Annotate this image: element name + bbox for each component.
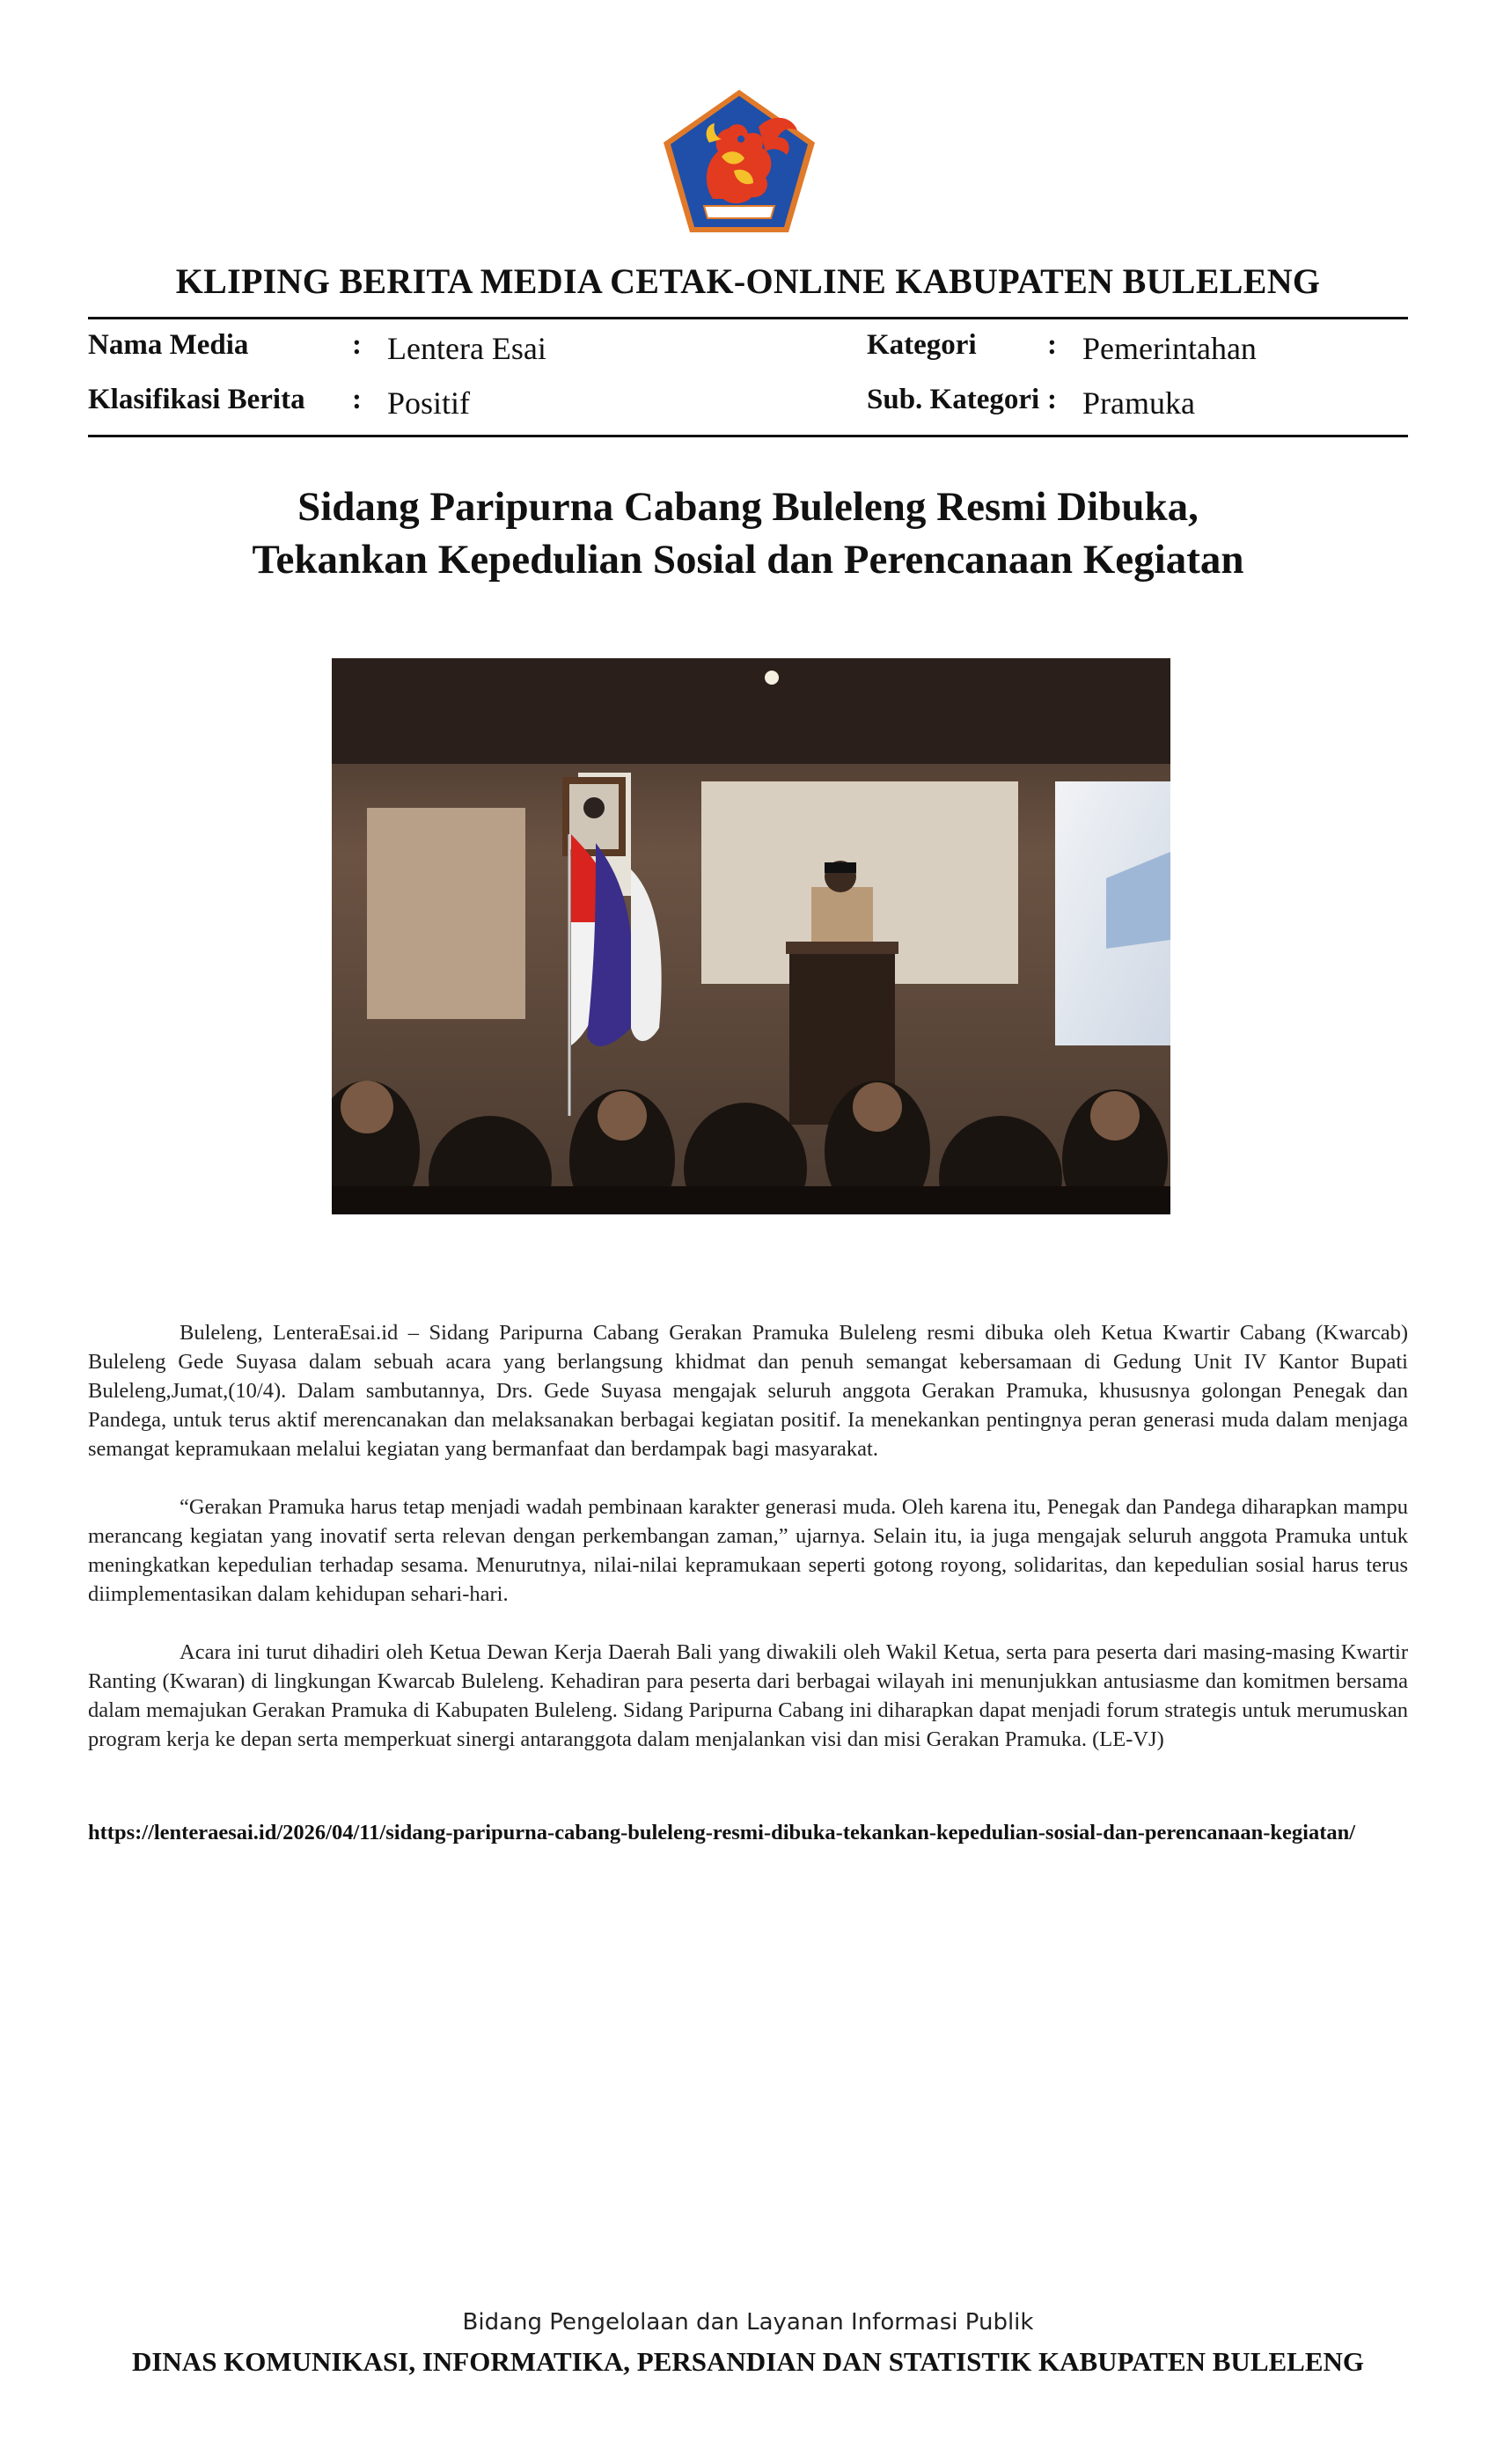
category-label: Kategori: [867, 329, 977, 361]
header-rule-top: [88, 317, 1408, 319]
article-paragraph-1: Buleleng, LenteraEsai.id – Sidang Paripurna Cabang Gerakan Pramuka Buleleng resmi dibuka oleh Ketua Kwartir Cabang (Kwarcab) Buleleng Gede Suyasa dalam sebuah acara yang berlangsung khidmat dan penuh semangat kebersamaan di Gedung Unit IV Kantor Bupati Buleleng,Jumat,(10/4). Dalam sambutannya, Drs. Gede Suyasa mengajak seluruh anggota Gerakan Pramuka, khususnya golongan Penegak dan Pandega, untuk terus aktif merencanakan dan melaksanakan berbagai kegiatan positif. Ia menekankan pentingnya peran generasi muda dalam menjaga semangat kepramukaan melalui kegiatan yang bermanfaat dan berdampak bagi masyarakat.: [88, 1321, 1408, 1461]
classification-colon: :: [352, 384, 362, 415]
media-value: Lentera Esai: [387, 331, 546, 366]
subcategory-value: Pramuka: [1082, 385, 1195, 421]
article-photo: [332, 658, 1170, 1214]
source-link[interactable]: https://lenteraesai.id/2026/04/11/sidang-paripurna-cabang-buleleng-resmi-dibuka-tekankan-kepedulian-sosial-dan-perencanaan-kegiatan/: [88, 1821, 1356, 1844]
subcategory-label: Sub. Kategori: [867, 384, 1040, 415]
category-value: Pemerintahan: [1082, 331, 1257, 366]
media-colon: :: [352, 329, 362, 361]
article-headline: [0, 480, 1496, 586]
article-body: [88, 1318, 1408, 1783]
header-rule-bottom: [88, 435, 1408, 437]
headline-line-2: Tekankan Kepedulian Sosial dan Perencanaan Kegiatan: [252, 537, 1244, 583]
footer-agency: DINAS KOMUNIKASI, INFORMATIKA, PERSANDIAN DAN STATISTIK KABUPATEN BULELENG: [131, 2346, 1365, 2377]
article-paragraph-3: Acara ini turut dihadiri oleh Ketua Dewan Kerja Daerah Bali yang diwakili oleh Wakil Ketua, serta para peserta dari masing-masing Kwartir Ranting (Kwaran) di lingkungan Kwarcab Buleleng. Kehadiran para peserta dari berbagai wilayah ini menunjukkan antusiasme dan komitmen bersama dalam memajukan Gerakan Pramuka di Kabupaten Buleleng. Sidang Paripurna Cabang ini diharapkan dapat menjadi forum strategis untuk merumuskan program kerja ke depan serta memperkuat sinergi antaranggota dalam menjalankan visi dan misi Gerakan Pramuka. (LE-VJ): [88, 1640, 1408, 1751]
footer-division: Bidang Pengelolaan dan Layanan Informasi Publik: [462, 2309, 1034, 2336]
category-colon: :: [1047, 329, 1057, 361]
subcategory-colon: :: [1047, 384, 1057, 415]
article-paragraph-2: “Gerakan Pramuka harus tetap menjadi wadah pembinaan karakter generasi muda. Oleh karena itu, Penegak dan Pandega diharapkan mampu merancang kegiatan yang inovatif serta relevan dengan perkembangan zaman,” ujarnya. Selain itu, ia juga mengajak seluruh anggota Pramuka untuk meningkatkan kepedulian terhadap sesama. Menurutnya, nilai-nilai kepramukaan seperti gotong royong, solidaritas, dan kepedulian sosial harus terus diimplementasikan dalam kehidupan sehari-hari.: [88, 1495, 1408, 1606]
clipping-title: KLIPING BERITA MEDIA CETAK-ONLINE KABUPATEN BULELENG: [175, 261, 1321, 301]
classification-label: Klasifikasi Berita: [88, 384, 305, 415]
headline-line-1: Sidang Paripurna Cabang Buleleng Resmi Dibuka,: [297, 484, 1199, 530]
classification-value: Positif: [387, 385, 471, 421]
singa-ambara-raja-crest-icon: [660, 86, 818, 236]
media-label: Nama Media: [88, 329, 249, 361]
